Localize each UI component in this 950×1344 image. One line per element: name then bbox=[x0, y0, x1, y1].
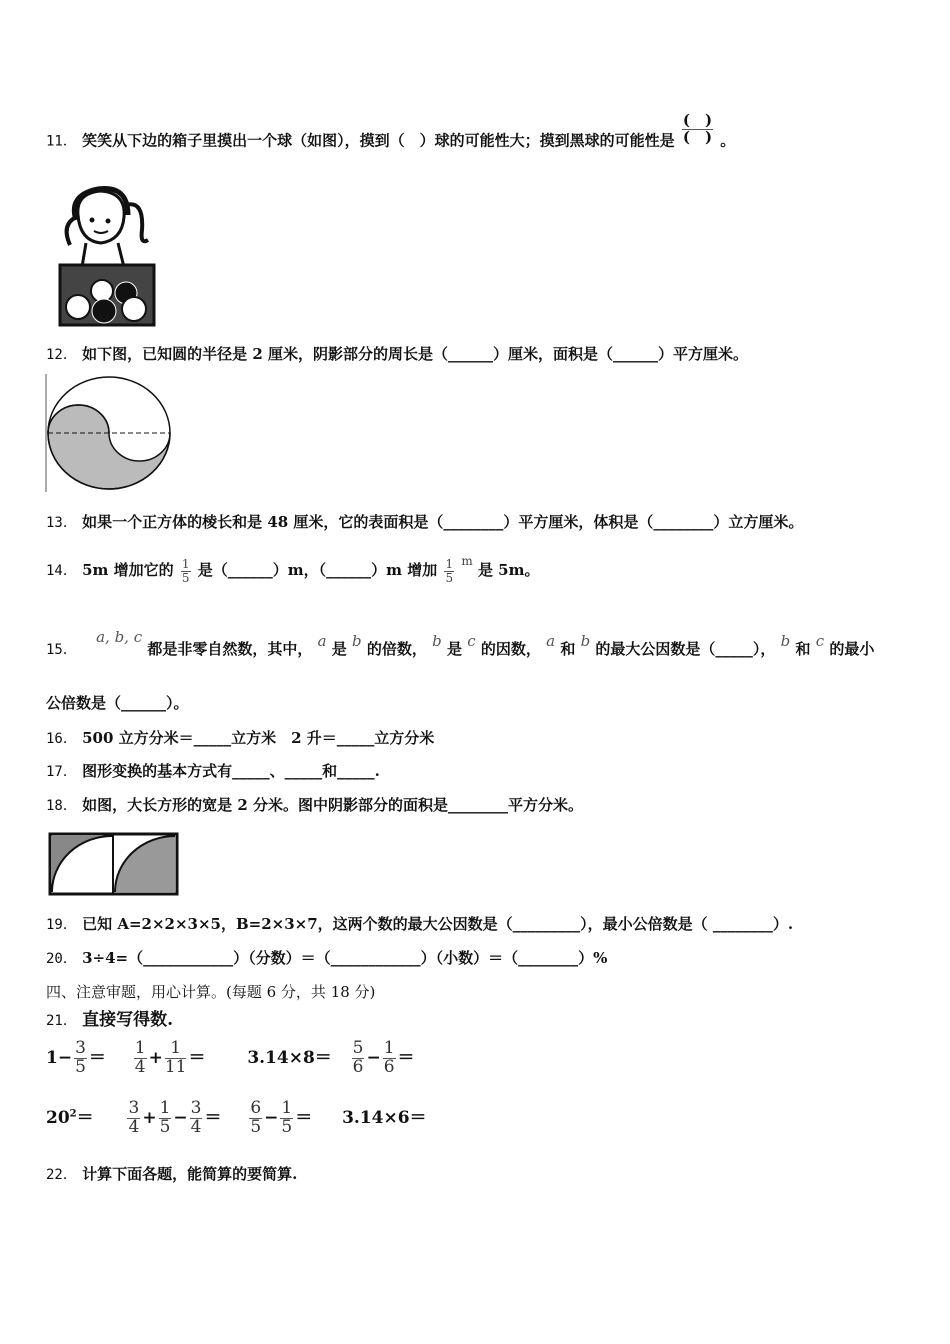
fraction-one-fifth: $\frac{1}{5}$ bbox=[445, 557, 454, 585]
question-number: 18． bbox=[46, 798, 77, 814]
question-15: 15． a, b, c 都是非零自然数，其中， a 是 b 的倍数， b 是 c 的因数， a 和 b 的最大公因数是（_____）， b 和 c 的最小 bbox=[46, 628, 875, 658]
question-text: 500 立方分米＝_____立方米 2 升＝_____立方分米 bbox=[82, 729, 435, 747]
fraction-numerator[interactable]: ( ) bbox=[682, 111, 713, 129]
question-20 bbox=[46, 947, 607, 968]
question-11 bbox=[46, 111, 736, 158]
question-tail: 。 bbox=[720, 131, 736, 150]
calc-item: 3.14×8＝ bbox=[247, 1047, 332, 1068]
question-number: 16． bbox=[46, 731, 77, 747]
question-17 bbox=[46, 760, 380, 781]
unit-label: m bbox=[461, 554, 473, 569]
question-number: 13． bbox=[46, 515, 77, 531]
fraction-one-fifth: $\frac{1}{5}$ bbox=[181, 557, 190, 585]
fraction-denominator[interactable]: ( ) bbox=[682, 127, 713, 146]
calc-item: $20^2=$ bbox=[46, 1107, 94, 1128]
calc-row-1 bbox=[46, 1040, 415, 1077]
question-text: 如图，大长方形的宽是 2 分米。图中阴影部分的面积是________平方分米。 bbox=[82, 796, 583, 814]
question-text: 如果一个正方体的棱长和是 48 厘米，它的表面积是（________）平方厘米，体积是（________）立方厘米。 bbox=[82, 513, 804, 531]
calc-item: 1− $\frac{3}{5}$ ＝ bbox=[46, 1038, 106, 1077]
question-title: 直接写得数. bbox=[82, 1010, 174, 1030]
question-12 bbox=[46, 343, 748, 364]
question-text: 笑笑从下边的箱子里摸出一个球（如图），摸到（ ）球的可能性大；摸到黑球的可能性是 bbox=[82, 131, 675, 150]
question-19 bbox=[46, 913, 793, 934]
question-text: 计算下面各题，能简算的要简算. bbox=[82, 1165, 298, 1183]
question-number: 22． bbox=[46, 1167, 77, 1183]
question-text: 如下图，已知圆的半径是 2 厘米，阴影部分的周长是（______）厘米，面积是（______）平方厘米。 bbox=[82, 345, 748, 363]
question-text: 3÷4=（____________）（分数）＝（____________）（小数）＝（________）% bbox=[82, 949, 608, 967]
question-text: 图形变换的基本方式有_____、_____和_____. bbox=[82, 762, 380, 780]
calc-row-2 bbox=[46, 1100, 427, 1137]
variables-abc: a, b, c bbox=[96, 628, 143, 646]
question-number: 15． bbox=[46, 642, 77, 658]
section-heading: 四、注意审题，用心计算。(每题 6 分，共 18 分) bbox=[46, 983, 376, 1001]
question-21 bbox=[46, 1005, 173, 1030]
question-13 bbox=[46, 511, 803, 532]
question-22 bbox=[46, 1163, 297, 1184]
calc-item: $\frac{6}{5}$ − $\frac{1}{5}$ ＝ bbox=[250, 1098, 313, 1137]
question-number: 21． bbox=[46, 1013, 77, 1029]
question-number: 20． bbox=[46, 951, 77, 967]
question-number: 19． bbox=[46, 917, 77, 933]
question-15-line2: 公倍数是（______）。 bbox=[46, 694, 189, 712]
question-text: 是（______）m，（______）m 增加 bbox=[197, 561, 438, 580]
circle-shaded-figure bbox=[44, 374, 174, 492]
question-text: 已知 A=2×2×3×5，B=2×3×7，这两个数的最大公因数是（_________），最小公倍数是（ ________）. bbox=[82, 915, 794, 933]
calc-item: 3.14×6＝ bbox=[342, 1107, 427, 1128]
probability-fraction[interactable] bbox=[682, 113, 713, 146]
question-number: 11． bbox=[46, 133, 77, 150]
question-16 bbox=[46, 727, 434, 748]
question-number: 17． bbox=[46, 764, 77, 780]
girl-box-illustration bbox=[56, 185, 161, 330]
question-text: 是 5m。 bbox=[477, 561, 540, 580]
question-14 bbox=[46, 554, 540, 585]
calc-item: $\frac{5}{6}$ − $\frac{1}{6}$ ＝ bbox=[352, 1038, 415, 1077]
question-text: 5m 增加它的 bbox=[82, 561, 174, 580]
question-number: 12． bbox=[46, 347, 77, 363]
calc-item: $\frac{3}{4}$ + $\frac{1}{5}$ − $\frac{3}{4}$ ＝ bbox=[128, 1098, 222, 1137]
question-number: 14． bbox=[46, 563, 77, 580]
calc-item: $\frac{1}{4}$ + $\frac{1}{11}$ ＝ bbox=[134, 1038, 206, 1077]
rectangle-shaded-figure bbox=[48, 832, 180, 896]
question-18 bbox=[46, 794, 583, 815]
